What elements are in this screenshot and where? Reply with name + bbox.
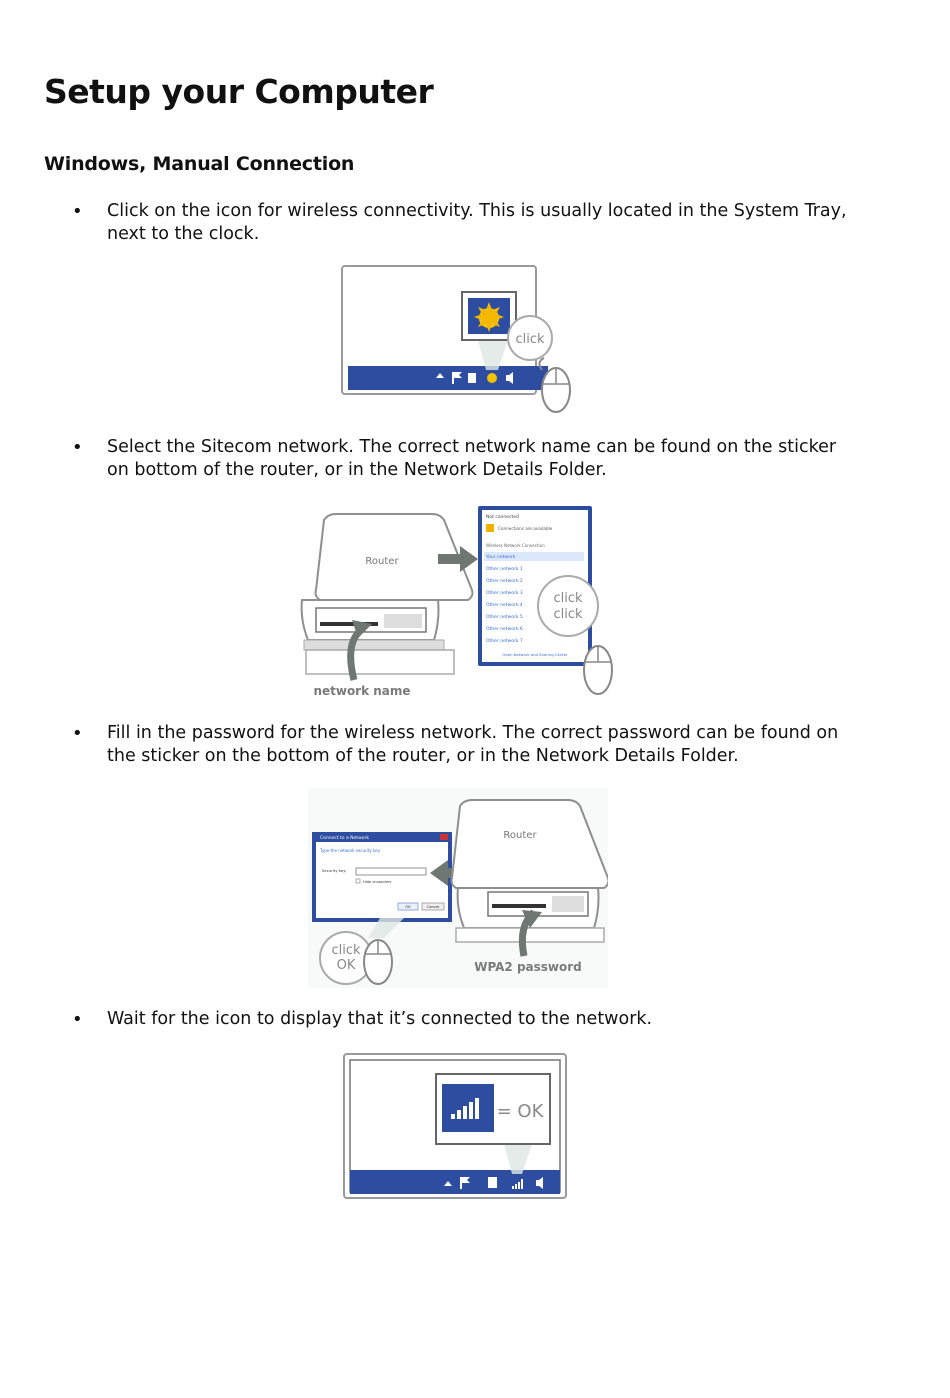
step-text: Wait for the icon to display that it’s connected to the network. [107,1009,653,1029]
dialog-cancel-label: Cancel [426,904,440,909]
bullet-icon: • [72,1009,83,1030]
click-callout-text: click [515,332,545,347]
step-3 [72,722,852,772]
figure-tray-click [338,262,578,417]
page-title: Setup your Computer [44,72,434,111]
arrow-icon [438,554,462,564]
figure-network-select [294,500,619,705]
flag-icon [460,1177,462,1189]
close-icon [440,834,448,840]
bullet-icon: • [72,201,83,222]
menu-group: Wireless Network Connection [486,543,545,548]
step-1 [72,200,852,250]
menu-footer: Open Network and Sharing Center [502,652,568,657]
flag-icon [452,372,454,384]
figure-caption: network name [313,684,411,698]
click-callout [538,576,598,636]
battery-icon [468,373,476,383]
signal-zoom-tile [442,1084,494,1132]
taskbar [350,1170,560,1194]
signal-icon [486,524,494,532]
status-ok: = OK [496,1101,544,1122]
bullet-icon: • [72,723,83,744]
step-2 [72,436,852,486]
network-item[interactable]: Other network 1 [486,567,523,572]
menu-header: Not connected [486,515,519,520]
callout-line2: click [553,607,583,622]
battery-icon [488,1177,497,1188]
network-item[interactable]: Other network 4 [486,603,523,608]
dialog-prompt: Type the network security key [320,848,381,853]
step-text: Fill in the password for the wireless network. The correct password can be found on the sticker on the bottom of the router, or in the Network Details Folder. [107,723,839,766]
callout-line1: click [553,591,583,606]
callout-line1: click [331,943,361,958]
bullet-icon: • [72,437,83,458]
step-text: Click on the icon for wireless connectivity. This is usually located in the System Tray, next to the clock. [107,201,847,244]
router-stand [456,928,604,942]
router-label: Router [365,556,399,567]
router-label: Router [503,830,537,841]
figure-connected-status [340,1050,572,1205]
dialog-title: Connect to a Network [320,836,369,841]
section-heading: Windows, Manual Connection [44,153,355,175]
network-item[interactable]: Other network 3 [486,591,523,596]
step-text: Select the Sitecom network. The correct network name can be found on the sticker on bottom of the router, or in the Network Details Folder. [107,437,837,480]
figure-password-entry [308,788,608,988]
network-item[interactable]: Other network 7 [486,639,523,644]
callout-line2: OK [336,958,356,973]
security-key-label: Security key: [322,868,347,873]
wireless-icon [487,373,497,383]
taskbar [348,366,548,390]
hide-characters-checkbox [356,879,360,883]
hide-characters-label: Hide characters [363,880,392,884]
network-item[interactable]: Your network [486,555,516,560]
figure-caption: WPA2 password [474,960,582,974]
router-stand [306,650,454,674]
network-item[interactable]: Other network 5 [486,615,523,620]
network-item[interactable]: Other network 6 [486,627,523,632]
step-4 [72,1008,852,1034]
network-item[interactable]: Other network 2 [486,579,523,584]
menu-sub: Connections are available [498,526,553,531]
dialog-ok-label: OK [405,904,411,909]
security-key-input [356,868,426,875]
